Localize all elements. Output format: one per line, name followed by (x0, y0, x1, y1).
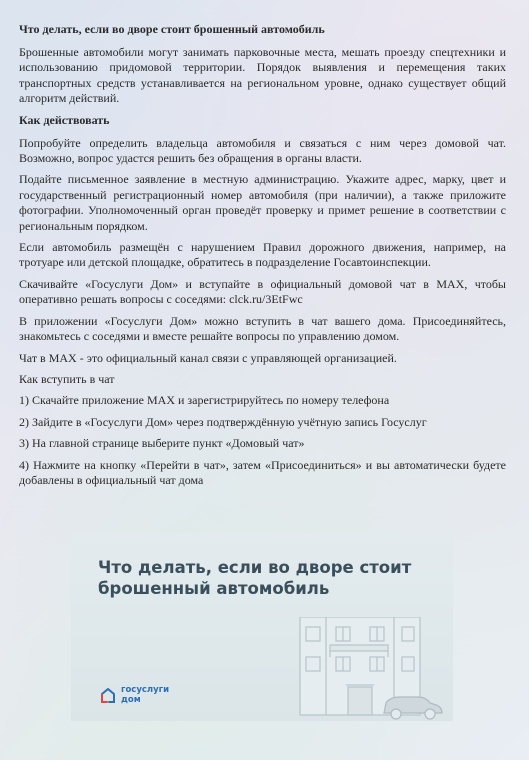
gosuslugi-dom-logo-icon (99, 687, 117, 705)
paragraph: Чат в MAX - это официальный канал связи с управляющей организацией. (19, 350, 397, 365)
banner-title: Что делать, если во дворе стоит брошенный автомобиль (98, 558, 412, 598)
paragraph: Подайте письменное заявление в местную администрацию. Укажите адрес, марку, цвет и государственный регистрационный номер автомобиля (при наличии), а также приложите фотографии. Уполномоченный орган проведёт проверку и примет решение в соответствии с региональным порядком. (19, 172, 506, 233)
step-4: 4) Нажмите на кнопку «Перейти в чат», затем «Присоединиться» и вы автоматически будете добавлены в официальный чат дома (19, 457, 506, 487)
article (19, 22, 506, 494)
article-title: Что делать, если во дворе стоит брошенный автомобиль (19, 22, 325, 36)
article-banner-image (71, 533, 453, 721)
paragraph: Попробуйте определить владельца автомобиля и связаться с ним через домовой чат. Возможно, вопрос удастся решить без обращения в органы власти. (19, 135, 506, 166)
building-with-car-illustration (286, 617, 446, 721)
step-2: 2) Зайдите в «Госуслуги Дом» через подтверждённую учётную запись Госуслуг (19, 414, 427, 429)
article-subheading: Как действовать (19, 112, 110, 127)
step-3: 3) На главной странице выберите пункт «Домовый чат» (19, 436, 305, 451)
paragraph-download-link[interactable]: Скачивайте «Госуслуги Дом» и вступайте в официальный домовой чат в MAX, чтобы оперативно решать вопросы с соседями: clck.ru/3EtFwc (19, 276, 506, 307)
step-1: 1) Скачайте приложение MAX и зарегистрируйтесь по номеру телефона (19, 393, 390, 408)
paragraph: Если автомобиль размещён с нарушением Правил дорожного движения, например, на тротуаре или детской площадке, обратитесь в подразделение Госавтоинспекции. (19, 240, 506, 270)
paragraph: В приложении «Госуслуги Дом» можно вступить в чат вашего дома. Присоединяйтесь, знакомьтесь с соседями и вместе решайте вопросы по управлению домом. (19, 313, 506, 344)
logo-line-2: дом (121, 694, 141, 705)
logo-line-1: госуслуги (121, 685, 170, 695)
paragraph: Как вступить в чат (19, 371, 115, 386)
article-intro: Брошенные автомобили могут занимать парковочные места, мешать проезду спецтехники и использованию придомовой территории. Порядок выявления и перемещения таких транспортных средств устанавливается на региональном уровне, однако существует общий алгоритм действий. (19, 45, 506, 106)
gosuslugi-dom-logo (99, 686, 199, 708)
logo-text (121, 686, 169, 705)
